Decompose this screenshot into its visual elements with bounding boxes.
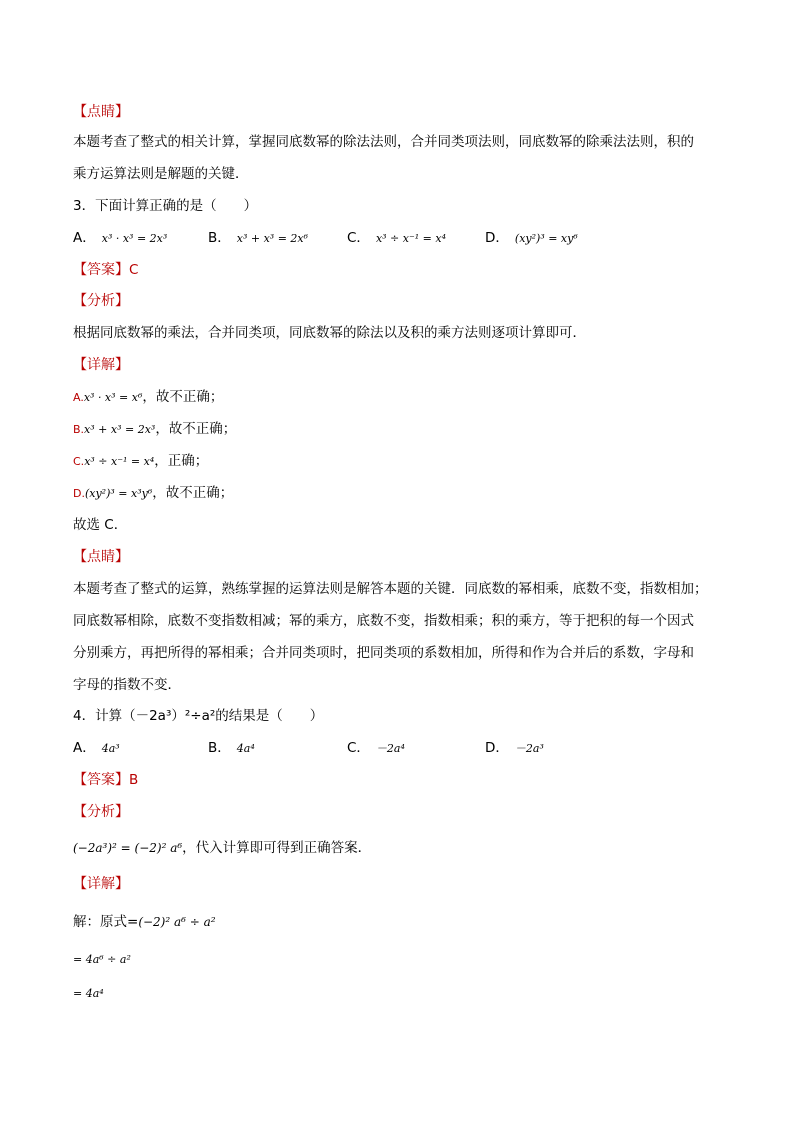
option-c [347, 738, 405, 759]
option-label: B． [208, 230, 231, 246]
option-b [208, 228, 308, 249]
question-4-stem: 4．计算（－2a³）²÷a²的结果是（ ） [73, 708, 324, 724]
question-3-analysis: 根据同底数幂的乘法，合并同类项，同底数幂的除法以及积的乘方法则逐项计算即可． [73, 325, 586, 341]
remark-2-line-4: 字母的指数不变． [73, 677, 181, 693]
detail-expr: x³ ÷ x⁻¹ = x⁴ [84, 455, 155, 468]
option-b [208, 738, 255, 759]
answer-label: 【答案】 [73, 262, 129, 278]
analysis-text: ，代入计算即可得到正确答案． [182, 840, 372, 856]
question-3-stem: 3．下面计算正确的是（ ） [73, 198, 258, 214]
option-a [73, 738, 120, 759]
detail-label: D. [73, 487, 85, 500]
question-4-answer [73, 770, 754, 790]
remark-2-line-1: 本题考查了整式的运算，熟练掌握的运算法则是解答本题的关键．同底数的幂相乘，底数不变，指数相加； [73, 581, 708, 597]
detail-b [73, 419, 754, 440]
remark-text-line-1: 本题考查了整式的相关计算，掌握同底数幂的除法法则，合并同类项法则，同底数幂的除乘法法则，积的 [73, 134, 694, 150]
option-expr: 4a⁴ [236, 742, 255, 755]
solution-line-1 [73, 912, 754, 932]
detail-expr: x³ · x³ = x⁶ [83, 391, 143, 404]
question-4-options [73, 738, 754, 758]
option-expr: x³ · x³ = 2x³ [101, 232, 168, 245]
detail-expr: (xy²)³ = x³y⁶ [84, 487, 153, 500]
question-3-options [73, 228, 754, 248]
option-label: C． [347, 740, 370, 756]
option-expr: x³ ÷ x⁻¹ = x⁴ [375, 232, 447, 245]
section-label-analysis: 【分析】 [73, 293, 129, 309]
option-a [73, 228, 167, 249]
solution-line-2: = 4a⁶ ÷ a² [73, 953, 131, 966]
option-label: A． [73, 740, 96, 756]
option-expr: (xy²)³ = xy⁶ [514, 232, 578, 245]
detail-label: A. [73, 391, 84, 404]
question-4-analysis [73, 838, 754, 858]
detail-comment: ，故不正确； [155, 421, 237, 437]
option-d [485, 738, 544, 759]
analysis-expr: (−2a³)² = (−2)² a⁶ [73, 841, 183, 855]
option-label: D． [485, 740, 509, 756]
section-label-detail: 【详解】 [73, 357, 129, 373]
option-expr: 4a³ [101, 742, 120, 755]
option-expr: －2a⁴ [375, 742, 405, 755]
question-3-answer [73, 260, 754, 280]
option-label: C． [347, 230, 370, 246]
question-3-conclusion: 故选 C． [73, 517, 128, 533]
option-label: B． [208, 740, 231, 756]
detail-d [73, 483, 754, 504]
detail-a [73, 387, 754, 408]
detail-comment: ，故不正确； [142, 389, 224, 405]
option-label: D． [485, 230, 509, 246]
detail-expr: x³ + x³ = 2x³ [84, 423, 156, 436]
option-expr: －2a³ [514, 742, 544, 755]
answer-label: 【答案】 [73, 772, 129, 788]
detail-comment: ，故不正确； [152, 485, 234, 501]
option-d [485, 228, 578, 249]
remark-2-line-2: 同底数幂相除，底数不变指数相减；幂的乘方，底数不变，指数相乘；积的乘方，等于把积的每一个因式 [73, 613, 694, 629]
remark-2-line-3: 分别乘方，再把所得的幂相乘；合并同类项时，把同类项的系数相加，所得和作为合并后的系数，字母和 [73, 645, 694, 661]
answer-value: B [129, 772, 139, 788]
option-label: A． [73, 230, 96, 246]
solution-prefix: 解：原式= [73, 914, 139, 930]
detail-label: B. [73, 423, 85, 436]
section-label-remark: 【点睛】 [73, 104, 129, 120]
option-c [347, 228, 446, 249]
answer-value: C [129, 262, 139, 278]
option-expr: x³ + x³ = 2x⁶ [236, 232, 309, 245]
detail-label: C. [73, 455, 85, 468]
section-label-detail-2: 【详解】 [73, 876, 129, 892]
solution-step: (−2)² a⁶ ÷ a² [138, 915, 216, 929]
solution-line-3: = 4a⁴ [73, 987, 104, 1000]
detail-c [73, 451, 754, 472]
remark-text-line-2: 乘方运算法则是解题的关键． [73, 166, 249, 182]
section-label-analysis-2: 【分析】 [73, 804, 129, 820]
detail-comment: ，正确； [154, 453, 209, 469]
section-label-remark-2: 【点睛】 [73, 549, 129, 565]
